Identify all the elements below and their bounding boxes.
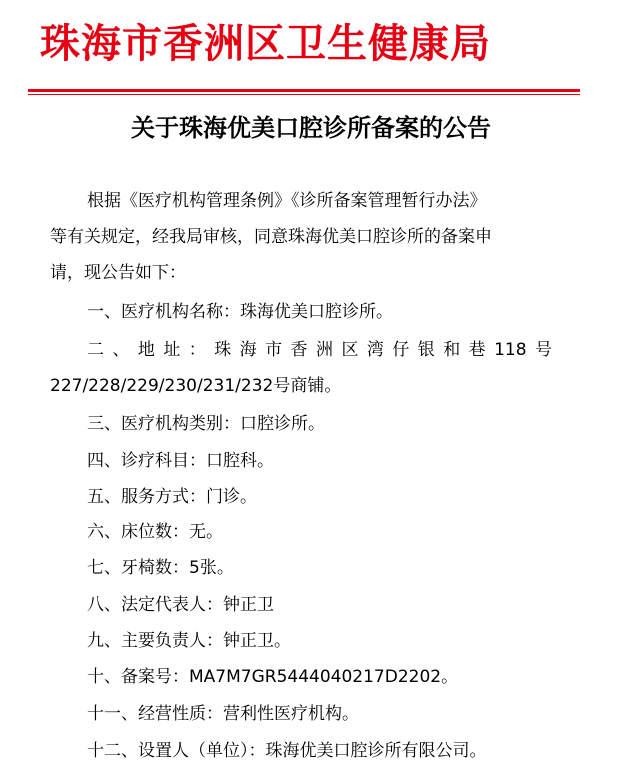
document-title: 关于珠海优美口腔诊所备案的公告 bbox=[131, 113, 491, 142]
item-line: 五、服务方式：门诊。 bbox=[87, 487, 257, 507]
agency-header: 珠海市香洲区卫生健康局 bbox=[40, 20, 491, 67]
item-line: 十、备案号：MA7M7GR5444040217D2202。 bbox=[87, 667, 459, 687]
item-line: 八、法定代表人：钟正卫 bbox=[87, 595, 274, 615]
item-line: 二、地址：珠海市香洲区湾仔银和巷118号 bbox=[87, 340, 552, 360]
item-line: 九、主要负责人：钟正卫。 bbox=[87, 631, 291, 651]
item-line: 一、医疗机构名称：珠海优美口腔诊所。 bbox=[87, 302, 393, 322]
paragraph-line-2: 等有关规定，经我局审核，同意珠海优美口腔诊所的备案申 bbox=[50, 227, 492, 247]
header-rule-thin bbox=[28, 94, 580, 95]
item-line: 227/228/229/230/231/232号商铺。 bbox=[50, 376, 342, 396]
paragraph-line-1: 根据《医疗机构管理条例》《诊所备案管理暂行办法》 bbox=[87, 191, 487, 211]
header-rule-thick bbox=[28, 89, 580, 92]
item-line: 六、床位数：无。 bbox=[87, 522, 223, 542]
item-line: 七、牙椅数：5张。 bbox=[87, 558, 234, 578]
paragraph-line-3: 请，现公告如下： bbox=[50, 263, 186, 283]
item-line: 四、诊疗科目：口腔科。 bbox=[87, 451, 274, 471]
item-line: 十二、设置人（单位）：珠海优美口腔诊所有限公司。 bbox=[87, 741, 487, 761]
item-line: 十一、经营性质：营利性医疗机构。 bbox=[87, 704, 359, 724]
item-line: 三、医疗机构类别：口腔诊所。 bbox=[87, 414, 325, 434]
